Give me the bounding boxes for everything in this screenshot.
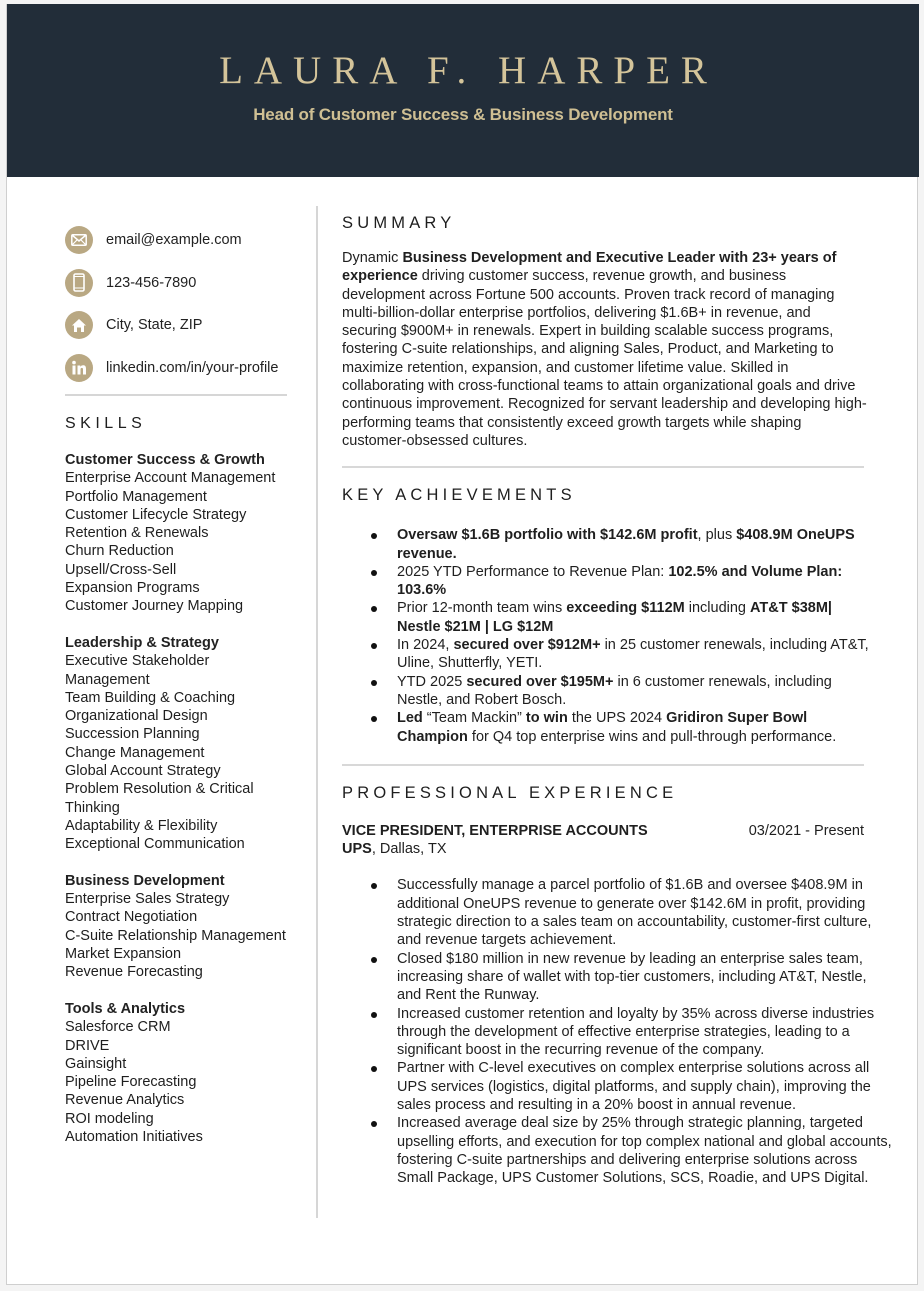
bold-text: secured over $195M+ (466, 673, 614, 690)
text-segment: “Team Mackin” (422, 710, 526, 727)
skill-item: Retention & Renewals (65, 525, 209, 542)
text-segment: 2025 YTD Performance to Revenue Plan: (397, 563, 669, 580)
achievement-item (342, 636, 872, 673)
skills-list (65, 451, 305, 1146)
job-bullets (342, 876, 894, 1187)
skill-item: ROI modeling (65, 1110, 154, 1127)
bold-text: Business Development and Executive Leader with 23+ years of experience (342, 250, 837, 285)
text-segment: Dynamic (342, 250, 403, 266)
skill-item: Portfolio Management (65, 488, 207, 505)
job-company: UPS (342, 841, 372, 858)
text-segment: in 25 customer renewals, including AT&T, Uline, Shutterfly, YETI. (397, 637, 869, 672)
skill-item: Expansion Programs (65, 580, 200, 597)
skill-item: Revenue Forecasting (65, 964, 203, 981)
skill-item: C-Suite Relationship Management (65, 927, 286, 944)
achievement-item (342, 563, 872, 600)
skill-item: Exceptional Communication (65, 836, 245, 853)
skill-group-heading: Tools & Analytics (65, 1000, 186, 1017)
skill-item: Organizational Design (65, 708, 208, 725)
skill-item: DRIVE (65, 1037, 110, 1054)
linkedin-link[interactable]: linkedin.com/in/your-profile (106, 359, 279, 376)
job-title: VICE PRESIDENT, ENTERPRISE ACCOUNTS (342, 822, 648, 839)
skill-group-heading: Business Development (65, 872, 225, 889)
skill-item: Salesforce CRM (65, 1019, 171, 1036)
phone-number: 123-456-7890 (106, 274, 197, 291)
contact-address (65, 311, 305, 339)
email-link[interactable]: email@example.com (106, 232, 242, 248)
skill-item: Churn Reduction (65, 543, 174, 560)
bold-text: Gridiron Super Bowl Champion (397, 710, 808, 745)
candidate-name: LAURA F. HARPER (219, 49, 718, 92)
achievement-item (342, 526, 872, 563)
job-bullet: Increased average deal size by 25% through strategic planning, targeted upselling efforts, and execution for top complex national and global accounts, fostering C-suite partnerships and delivering enterprise solutions across Small Package, UPS Customer Solutions, SCS, Roadie, and UPS Digital. (342, 1114, 894, 1187)
job-bullet: Closed $180 million in new revenue by leading an enterprise sales team, increasing share of wallet with top-tier customers, including AT&T, Nestle, and Rent the Runway. (342, 950, 894, 1005)
skill-item: Market Expansion (65, 946, 182, 963)
phone-icon (65, 269, 93, 297)
achievement-item (342, 709, 872, 746)
skill-item: Succession Planning (65, 726, 200, 743)
skills-heading: SKILLS (65, 415, 147, 432)
skill-item: Enterprise Sales Strategy (65, 891, 230, 908)
achievements-heading: KEY ACHIEVEMENTS (342, 486, 576, 505)
skill-item: Global Account Strategy (65, 763, 221, 780)
job-bullet: Partner with C-level executives on complex enterprise solutions across all UPS services (logistics, digital platforms, and supply chain), improving the sales process and resulting in a 20% boost in annual revenue. (342, 1059, 894, 1114)
job-header (342, 822, 864, 840)
achievements-divider (342, 764, 864, 766)
text-segment: YTD 2025 (397, 673, 467, 690)
candidate-headline: Head of Customer Success & Business Development (253, 105, 673, 124)
contact-list (65, 226, 305, 382)
contact-divider (65, 394, 287, 396)
skill-item: Revenue Analytics (65, 1092, 185, 1109)
skill-group (65, 451, 305, 616)
bold-text: secured over $912M+ (453, 637, 601, 654)
skill-group-heading: Leadership & Strategy (65, 634, 219, 651)
linkedin-icon (65, 354, 93, 382)
achievement-item (342, 599, 872, 636)
resume-page (6, 4, 918, 1285)
left-column (65, 226, 305, 1165)
text-segment: the UPS 2024 (567, 710, 667, 727)
skill-item: Team Building & Coaching (65, 689, 236, 706)
text-segment: for Q4 top enterprise wins and pull-through performance. (467, 728, 837, 745)
skill-item: Change Management (65, 744, 205, 761)
text-segment: In 2024, (397, 637, 454, 654)
experience-heading: PROFESSIONAL EXPERIENCE (342, 783, 678, 802)
job-bullet: Successfully manage a parcel portfolio of $1.6B and oversee $408.9M in additional OneUPS revenue to generate over $142.6M in profit, providing strategic direction to a sales team on accountability, customer-first culture, and revenue targets achievement. (342, 876, 894, 949)
bold-text: exceeding $112M (566, 600, 685, 617)
address-text: City, State, ZIP (106, 317, 203, 333)
skill-item: Gainsight (65, 1055, 127, 1072)
bold-text: AT&T $38M| Nestle $21M | LG $12M (397, 600, 832, 635)
summary-divider (342, 466, 864, 468)
bold-text: $408.9M OneUPS revenue. (397, 527, 855, 562)
skill-item: Enterprise Account Management (65, 470, 276, 487)
bold-text: Led (397, 710, 423, 727)
text-segment: , plus (697, 527, 737, 544)
column-divider (316, 206, 318, 1218)
skill-item: Customer Journey Mapping (65, 598, 244, 615)
right-column (342, 214, 892, 1187)
text-segment: Prior 12-month team wins (397, 600, 567, 617)
contact-email (65, 226, 305, 254)
email-icon (65, 226, 93, 254)
achievements-list (342, 526, 872, 746)
achievement-item (342, 673, 872, 710)
contact-linkedin (65, 354, 305, 382)
resume-header (7, 4, 919, 177)
summary-heading: SUMMARY (342, 214, 456, 232)
skill-group (65, 1000, 305, 1146)
summary-text (342, 249, 869, 450)
skill-item: Upsell/Cross-Sell (65, 561, 177, 578)
bold-text: Oversaw $1.6B portfolio with $142.6M profit (397, 527, 698, 544)
skill-group-heading: Customer Success & Growth (65, 452, 265, 468)
contact-phone (65, 269, 305, 297)
skill-item: Pipeline Forecasting (65, 1074, 197, 1091)
skill-item: Problem Resolution & Critical Thinking (65, 781, 254, 816)
skill-item: Executive Stakeholder Management (65, 653, 210, 688)
skill-item: Contract Negotiation (65, 909, 198, 926)
job-dates: 03/2021 - Present (748, 822, 864, 839)
skill-group (65, 634, 305, 854)
text-segment: in 6 customer renewals, including Nestle, and Robert Bosch. (397, 673, 832, 708)
job-entry (342, 822, 892, 1188)
bold-text: 102.5% and Volume Plan: 103.6% (397, 563, 843, 599)
skill-group (65, 872, 305, 982)
text-segment: including (684, 600, 751, 617)
job-bullet: Increased customer retention and loyalty by 35% across diverse industries through the development of effective enterprise strategies, leading to a significant boost in the recurring revenue of the company. (342, 1005, 894, 1060)
job-company-location (342, 840, 892, 858)
skill-item: Automation Initiatives (65, 1128, 203, 1145)
home-icon (65, 311, 93, 339)
skill-item: Adaptability & Flexibility (65, 817, 218, 834)
skill-item: Customer Lifecycle Strategy (65, 506, 247, 523)
text-segment: driving customer success, revenue growth, and business development across Fortune 500 accounts. Proven track record of managing multi-billion-dollar enterprise portfolios, delivering $1.6B+ in revenue, and securing $900M+ in renewals. Expert in building scalable success programs, fostering C-suite relationships, and aligning Sales, Product, and Marketing to maximize retention, expansion, and customer lifetime value. Skilled in collaborating with cross-functional teams to attain organizational goals and drive continuous improvement. Recognized for servant leadership and developing high-performing teams that consistently exceed growth targets while shaping customer-obsessed cultures. (342, 268, 867, 449)
job-location: , Dallas, TX (371, 841, 447, 858)
bold-text: to win (525, 710, 568, 727)
